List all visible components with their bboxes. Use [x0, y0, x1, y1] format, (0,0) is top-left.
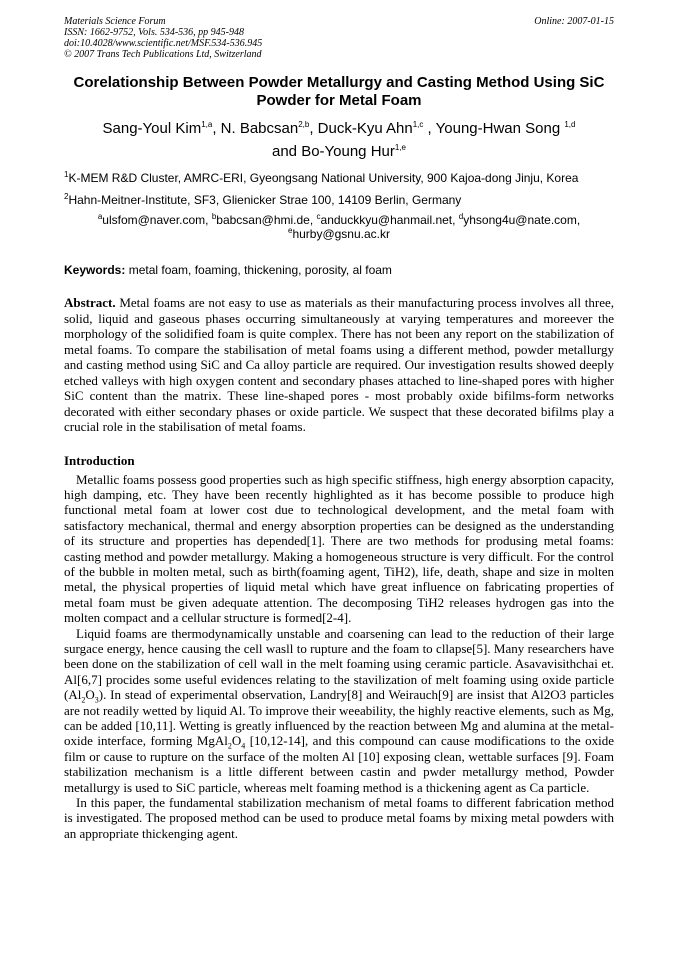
paper-title: Corelationship Between Powder Metallurgy and Casting Method Using SiC Powder for Metal Foam — [73, 74, 605, 109]
keywords-text: metal foam, foaming, thickening, porosity, al foam — [125, 263, 392, 277]
author-name: N. Babcsan — [220, 120, 299, 137]
journal-header — [64, 16, 614, 60]
email-link[interactable]: anduckkyu@hanmail.net, — [320, 213, 459, 227]
author-sup: 1,a — [201, 120, 213, 129]
affiliation — [64, 193, 614, 207]
email-link[interactable]: babcsan@hmi.de, — [216, 213, 317, 227]
author-sup: 1,c — [412, 120, 424, 129]
subscript: 2 — [227, 742, 232, 751]
author-name: Bo-Young Hur — [301, 143, 395, 160]
paragraph-text: O — [85, 687, 95, 703]
email-sup: d — [458, 212, 464, 221]
affiliation — [64, 171, 614, 185]
author-sup: 1,d — [564, 120, 576, 129]
intro-paragraph-2 — [64, 626, 614, 795]
paragraph-text: [10,12-14], and this compound can cause modifications to the oxide film or cause to rupture on the surface of the molten Al [10] exposing clean, wettable surfaces [9]. Foam stabilization mechanism is a little different between castin and pwder metallurgy method, Powder metallurgy is used to SiC particle, whereas melt foaming method is a thickening agent as Ca particle. — [64, 733, 614, 795]
email-link[interactable]: ulsfom@naver.com, — [102, 213, 212, 227]
email-sup: c — [316, 212, 321, 221]
affiliation-sup: 2 — [64, 192, 69, 201]
email-sup: e — [287, 226, 293, 235]
author-sep: , — [309, 120, 318, 137]
issn-line: ISSN: 1662-9752, Vols. 534-536, pp 945-948 — [64, 27, 244, 38]
paragraph-text: ). In stead of experimental observation, Landry[8] and Weirauch[9] are insist that Al2O3 particles are not readily wetted by liquid Al. To improve their weeability, the highly reactive elements, such as Mg, can be added [10,11]. Wetting is greatly influenced by the reaction between Mg and alumina at the metal-oxide interface, forming MgAl — [64, 687, 614, 749]
paragraph-text: O — [231, 733, 242, 749]
author-name: Duck-Kyu Ahn — [317, 120, 413, 137]
journal-name: Materials Science Forum — [64, 16, 166, 27]
author-list — [64, 117, 614, 163]
paragraph-text: Liquid foams are thermodynamically unstable and coarsening can lead to the reduction of their large surgace energy, hence causing the cell wasll to rupture and the foam to cllapse[5]. Many researchers have been done on the stabilization of cell wall in the melt foaming using ceramic particle. Asavavisithchai et. Al[6,7] procides some useful evidences relating to the stavilization of melt foaming using oxide particle (Al — [64, 625, 614, 703]
author-sep: , — [423, 120, 436, 137]
abstract-text: Metal foams are not easy to use as materials as their manufacturing process involves all three, solid, liquid and gaseous phases occurring simultaneously at varying temperatures and moreever the morphology of the solidified foam is quite complex. There has not been any report on the stabilization of metal foams. To compare the stabilisation of metal foams using a different method, powder metallurgy and casting method using SiC and Ca alloy particle are required. Our investigation results showed deeply etched valleys with high oxygen content and secondary phases attached to line-shaped pores with higher SiC content than the matrix. These line-shaped pores - most probably oxide bifilms-form networks decorated with either secondary phases or oxide particle. We suspect that these decorated bifilms play a crucial role in the stabilisation of metal foams. — [64, 295, 614, 434]
abstract-label: Abstract. — [64, 295, 116, 310]
affiliation-text: Hahn-Meitner-Institute, SF3, Glienicker Strae 100, 14109 Berlin, Germany — [68, 193, 462, 207]
email-list — [64, 213, 614, 241]
email-sup: b — [211, 212, 217, 221]
author-sep: , — [212, 120, 221, 137]
email-sup: a — [97, 212, 103, 221]
subscript: 3 — [94, 695, 99, 705]
author-name: Young-Hwan Song — [435, 120, 565, 137]
author-sup: 1,e — [394, 143, 406, 152]
affiliation-sup: 1 — [64, 170, 69, 179]
subscript: 4 — [241, 742, 246, 751]
email-link[interactable]: yhsong4u@nate.com, — [463, 213, 581, 227]
affiliation-text: K-MEM R&D Cluster, AMRC-ERI, Gyeongsang National University, 900 Kajoa-dong Jinju, Korea — [68, 171, 579, 185]
abstract — [64, 295, 614, 435]
section-heading-introduction: Introduction — [64, 452, 135, 468]
keywords — [64, 263, 614, 277]
author-name: Sang-Youl Kim — [102, 120, 202, 137]
intro-paragraph-1: Metallic foams possess good properties such as high specific stiffness, high energy absorption capacity, high damping, etc. They have been recently highlighted as it has become possible to produce high functional metal foam at lower cost due to technological development, and the metal foam with satisfactory mechanical, thermal and energy absorption properties can be designed as the understanding of its structure and properties has depended[1]. There are two methods for produsing metal foams: casting method and powder metallurgy. Making a homogeneous structure is very difficult. For the control of the bubble in molten metal, such as birth(foaming agent, TiH2), life, death, shape and size in molten metal, the physical properties of liquid metal which have great influence on fabricating properties of metal foam must be given adequate attention. The decomposing TiH2 releases hydrogen gas into the molten compact and a cellular structure is formed[2-4]. — [64, 471, 614, 626]
copyright-line: © 2007 Trans Tech Publications Ltd, Switzerland — [64, 49, 262, 60]
intro-paragraph-3: In this paper, the fundamental stabilization mechanism of metal foams to different fabrication method is investigated. The proposed method can be used to produce metal foams by mixing metal powders with an appropriate thickenging agent. — [64, 795, 614, 841]
email-link[interactable]: hurby@gsnu.ac.kr — [292, 227, 390, 241]
keywords-label: Keywords: — [64, 263, 126, 277]
subscript: 2 — [81, 695, 86, 705]
author-sup: 2,b — [298, 120, 310, 129]
online-date: Online: 2007-01-15 — [534, 16, 614, 27]
author-sep: and — [271, 143, 302, 160]
doi-line: doi:10.4028/www.scientific.net/MSF.534-536.945 — [64, 38, 263, 49]
